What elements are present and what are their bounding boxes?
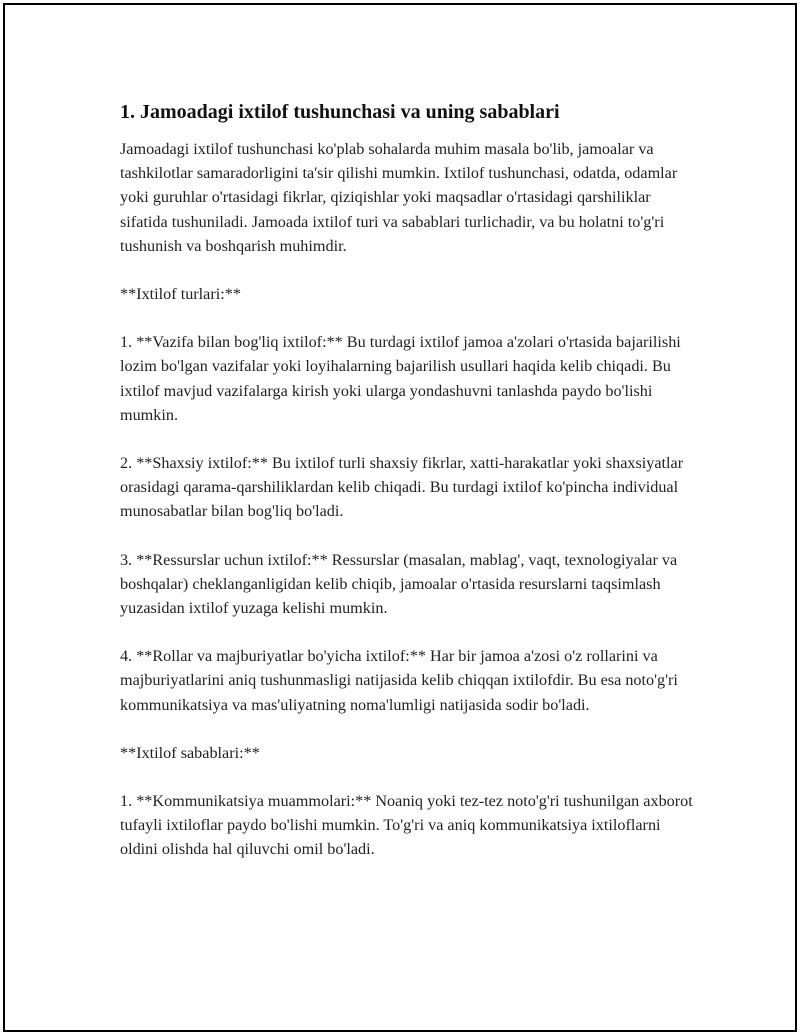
document-content: [120, 99, 700, 886]
list-item-communication-problems: 1. **Kommunikatsiya muammolari:** Noaniq yoki tez-tez noto'g'ri tushunilgan axborot tufayli ixtiloflar paydo bo'lishi mumkin. To'g'ri va aniq kommunikatsiya ixtiloflarni oldini olishda hal qiluvchi omil bo'ladi.: [120, 792, 693, 859]
intro-paragraph: Jamoadagi ixtilof tushunchasi ko'plab sohalarda muhim masala bo'lib, jamoalar va tashkilotlar samaradorligini ta'sir qilishi mumkin. Ixtilof tushunchasi, odatda, odamlar yoki guruhlar o'rtasidagi fikrlar, qiziqishlar yoki maqsadlar o'rtasidagi qarshiliklar sifatida tushuniladi. Jamoada ixtilof turi va sabablari turlichadir, va bu holatni to'g'ri tushunish va boshqarish muhimdir.: [120, 140, 678, 255]
list-item-personal-conflict: 2. **Shaxsiy ixtilof:** Bu ixtilof turli shaxsiy fikrlar, xatti-harakatlar yoki shaxsiyatlar orasidagi qarama-qarshiliklardan kelib chiqadi. Bu turdagi ixtilof ko'pincha individual munosabatlar bilan bog'liq bo'ladi.: [120, 454, 684, 521]
list-item-resource-conflict: 3. **Ressurslar uchun ixtilof:** Ressurslar (masalan, mablag', vaqt, texnologiyalar va boshqalar) cheklanganligidan kelib chiqib, jamoalar o'rtasida resurslarni taqsimlash yuzasidan ixtilof yuzaga kelishi mumkin.: [120, 550, 678, 618]
document-page: [3, 3, 797, 1032]
section-heading: 1. Jamoadagi ixtilof tushunchasi va uning sabablari: [120, 101, 560, 123]
list-item-task-conflict: 1. **Vazifa bilan bog'liq ixtilof:** Bu turdagi ixtilof jamoa a'zolari o'rtasida bajarilishi lozim bo'lgan vazifalar yoki loyihalarning bajarilish usullari haqida kelib chiqadi. Bu ixtilof mavjud vazifalarga kirish yoki ularga yondashuvni tanlashda paydo bo'lishi mumkin.: [120, 333, 681, 424]
conflict-types-heading: **Ixtilof turlari:**: [120, 285, 241, 304]
conflict-causes-heading: **Ixtilof sabablari:**: [120, 743, 260, 762]
list-item-role-conflict: 4. **Rollar va majburiyatlar bo'yicha ixtilof:** Har bir jamoa a'zosi o'z rollarini va majburiyatlarini aniq tushunmasligi natijasida kelib chiqqan ixtilofdir. Bu esa noto'g'ri kommunikatsiya va mas'uliyatning noma'lumligi natijasida sodir bo'ladi.: [120, 647, 678, 714]
